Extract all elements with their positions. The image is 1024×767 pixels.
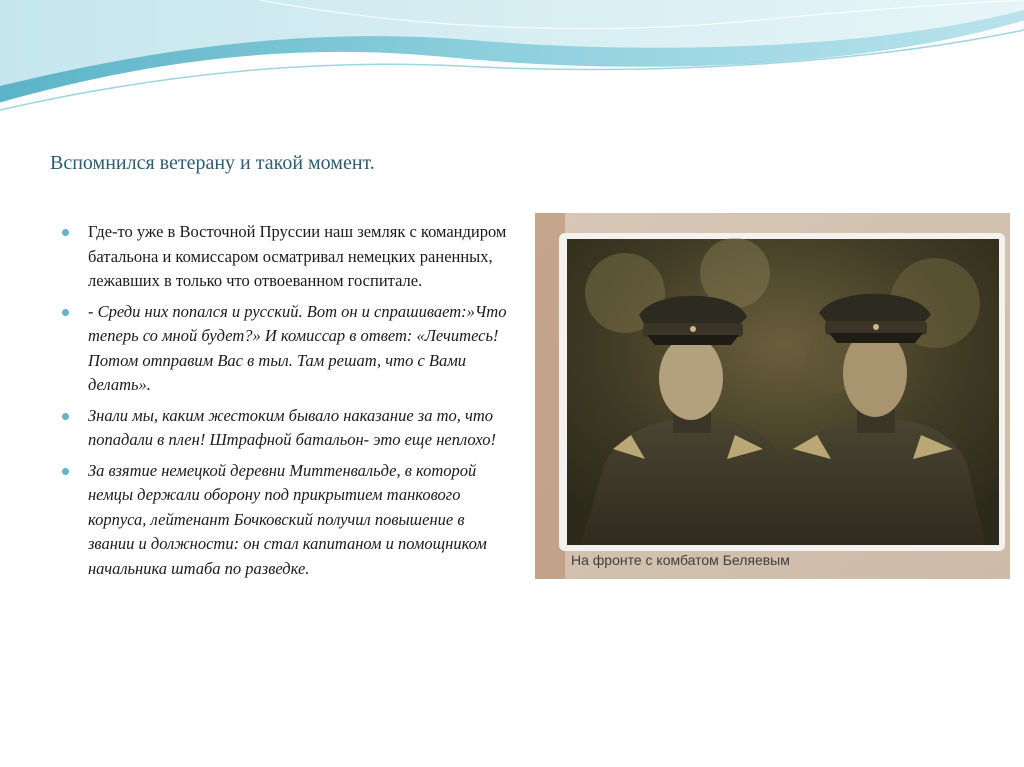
bullet-list — [60, 220, 510, 587]
photo-caption: На фронте с комбатом Беляевым — [571, 552, 790, 568]
bullet-text: - Среди них попался и русский. Вот он и спрашивает:»Что теперь со мной будет?» И комиссар в ответ: «Лечитесь! Потом отправим Вас в тыл. Там решат, что с Вами делать». — [88, 301, 507, 394]
photo-card — [535, 213, 1010, 579]
bullet-dot-icon — [62, 468, 69, 475]
bullet-item — [60, 459, 510, 582]
bullet-item — [60, 220, 510, 294]
bullet-item — [60, 300, 510, 398]
bullet-dot-icon — [62, 413, 69, 420]
bullet-dot-icon — [62, 229, 69, 236]
bullet-dot-icon — [62, 309, 69, 316]
bullet-text: Знали мы, каким жестоким бывало наказание за то, что попадали в плен! Штрафной батальон- это еще неплохо! — [88, 405, 496, 449]
sepia-photo-icon — [535, 213, 1010, 579]
slide-title: Вспомнился ветерану и такой момент. — [50, 152, 375, 174]
bullet-item — [60, 404, 510, 453]
bullet-text: За взятие немецкой деревни Миттенвальде, в которой немцы держали оборону под прикрытием танкового корпуса, лейтенант Бочковский получил повышение в звании и должности: он стал капитаном и помощником начальника штаба по разведке. — [88, 460, 487, 578]
header-wave-decoration — [0, 0, 1024, 120]
bullet-text: Где-то уже в Восточной Пруссии наш земляк с командиром батальона и комиссаром осматривал немецких раненных, лежавших в только что отвоеванном госпитале. — [88, 222, 507, 290]
